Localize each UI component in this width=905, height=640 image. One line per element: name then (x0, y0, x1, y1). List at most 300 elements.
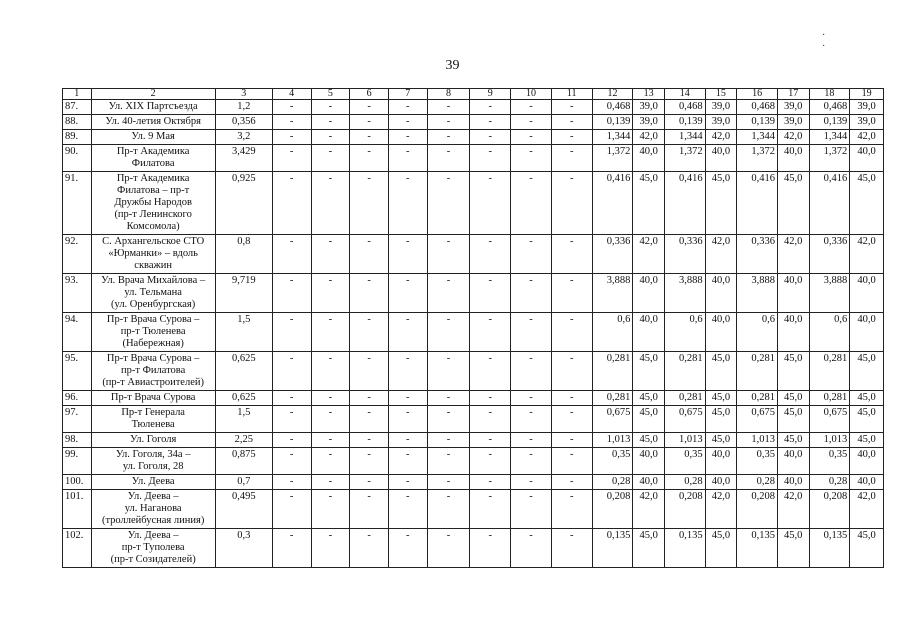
value-cell: 42,0 (633, 235, 665, 274)
value-cell: 40,0 (777, 448, 809, 475)
value-cell: 0,675 (592, 406, 633, 433)
value-cell: 40,0 (777, 145, 809, 172)
empty-cell: - (350, 406, 389, 433)
value-cell: 1,372 (592, 145, 633, 172)
value-cell: 40,0 (850, 475, 884, 490)
corner-marks: · · (822, 30, 854, 52)
row-number: 99. (63, 448, 92, 475)
table-row (63, 274, 884, 313)
street-name: Ул. Деева (91, 475, 215, 490)
value-cell: 42,0 (850, 130, 884, 145)
empty-cell: - (388, 145, 427, 172)
column-header-9: 9 (470, 89, 511, 100)
street-name: Ул. Гоголя, 34а – ул. Гоголя, 28 (91, 448, 215, 475)
empty-cell: - (511, 433, 552, 448)
value-cell: 45,0 (633, 433, 665, 448)
empty-cell: - (470, 100, 511, 115)
empty-cell: - (470, 352, 511, 391)
empty-cell: - (427, 391, 470, 406)
column-header-11: 11 (551, 89, 592, 100)
empty-cell: - (311, 115, 350, 130)
row-number: 90. (63, 145, 92, 172)
empty-cell: - (470, 448, 511, 475)
value-cell: 0,468 (737, 100, 778, 115)
value-cell: 40,0 (777, 313, 809, 352)
empty-cell: - (388, 529, 427, 568)
street-name: Пр-т Генерала Тюленева (91, 406, 215, 433)
empty-cell: - (272, 433, 311, 448)
value-cell: 1,372 (664, 145, 705, 172)
empty-cell: - (551, 406, 592, 433)
empty-cell: - (427, 406, 470, 433)
empty-cell: - (311, 352, 350, 391)
value-cell: 40,0 (777, 475, 809, 490)
empty-cell: - (350, 100, 389, 115)
value-cell: 39,0 (850, 100, 884, 115)
row-number: 100. (63, 475, 92, 490)
length-value: 2,25 (215, 433, 272, 448)
value-cell: 0,6 (664, 313, 705, 352)
empty-cell: - (311, 100, 350, 115)
empty-cell: - (311, 313, 350, 352)
value-cell: 42,0 (850, 490, 884, 529)
value-cell: 0,135 (592, 529, 633, 568)
empty-cell: - (272, 475, 311, 490)
empty-cell: - (511, 235, 552, 274)
row-number: 87. (63, 100, 92, 115)
empty-cell: - (350, 391, 389, 406)
value-cell: 0,6 (737, 313, 778, 352)
street-name: Пр-т Врача Сурова – пр-т Тюленева (Набережная) (91, 313, 215, 352)
column-header-8: 8 (427, 89, 470, 100)
empty-cell: - (311, 130, 350, 145)
empty-cell: - (350, 433, 389, 448)
value-cell: 0,281 (737, 352, 778, 391)
empty-cell: - (272, 529, 311, 568)
value-cell: 45,0 (633, 529, 665, 568)
length-value: 9,719 (215, 274, 272, 313)
header-row (63, 89, 884, 100)
empty-cell: - (551, 475, 592, 490)
empty-cell: - (551, 100, 592, 115)
empty-cell: - (388, 115, 427, 130)
value-cell: 0,35 (737, 448, 778, 475)
empty-cell: - (551, 313, 592, 352)
value-cell: 0,281 (664, 391, 705, 406)
empty-cell: - (350, 145, 389, 172)
empty-cell: - (511, 145, 552, 172)
value-cell: 0,416 (592, 172, 633, 235)
value-cell: 39,0 (705, 115, 737, 130)
empty-cell: - (511, 172, 552, 235)
empty-cell: - (272, 313, 311, 352)
empty-cell: - (470, 130, 511, 145)
empty-cell: - (470, 406, 511, 433)
empty-cell: - (272, 274, 311, 313)
value-cell: 45,0 (705, 391, 737, 406)
empty-cell: - (511, 313, 552, 352)
length-value: 1,5 (215, 313, 272, 352)
length-value: 1,2 (215, 100, 272, 115)
value-cell: 45,0 (633, 172, 665, 235)
street-name: Пр-т Врача Сурова (91, 391, 215, 406)
value-cell: 0,336 (737, 235, 778, 274)
length-value: 0,925 (215, 172, 272, 235)
empty-cell: - (272, 115, 311, 130)
value-cell: 42,0 (777, 130, 809, 145)
column-header-16: 16 (737, 89, 778, 100)
value-cell: 1,372 (737, 145, 778, 172)
empty-cell: - (272, 145, 311, 172)
value-cell: 40,0 (705, 475, 737, 490)
value-cell: 0,336 (809, 235, 850, 274)
empty-cell: - (388, 100, 427, 115)
empty-cell: - (427, 235, 470, 274)
empty-cell: - (470, 433, 511, 448)
value-cell: 0,416 (809, 172, 850, 235)
value-cell: 0,28 (592, 475, 633, 490)
empty-cell: - (272, 235, 311, 274)
empty-cell: - (551, 172, 592, 235)
empty-cell: - (470, 235, 511, 274)
length-value: 0,625 (215, 391, 272, 406)
value-cell: 0,416 (664, 172, 705, 235)
value-cell: 1,344 (809, 130, 850, 145)
value-cell: 40,0 (850, 145, 884, 172)
length-value: 0,875 (215, 448, 272, 475)
column-header-10: 10 (511, 89, 552, 100)
table-row (63, 145, 884, 172)
empty-cell: - (311, 529, 350, 568)
value-cell: 42,0 (633, 130, 665, 145)
value-cell: 0,336 (592, 235, 633, 274)
empty-cell: - (311, 433, 350, 448)
value-cell: 0,416 (737, 172, 778, 235)
empty-cell: - (272, 172, 311, 235)
column-header-14: 14 (664, 89, 705, 100)
street-name: Ул. Деева – ул. Наганова (троллейбусная линия) (91, 490, 215, 529)
empty-cell: - (311, 448, 350, 475)
empty-cell: - (388, 475, 427, 490)
value-cell: 1,372 (809, 145, 850, 172)
length-value: 0,356 (215, 115, 272, 130)
empty-cell: - (470, 529, 511, 568)
length-value: 1,5 (215, 406, 272, 433)
value-cell: 45,0 (705, 406, 737, 433)
empty-cell: - (551, 448, 592, 475)
empty-cell: - (470, 115, 511, 130)
empty-cell: - (511, 490, 552, 529)
table-row (63, 313, 884, 352)
empty-cell: - (511, 115, 552, 130)
value-cell: 45,0 (777, 433, 809, 448)
value-cell: 0,468 (592, 100, 633, 115)
empty-cell: - (427, 448, 470, 475)
empty-cell: - (272, 448, 311, 475)
empty-cell: - (427, 352, 470, 391)
value-cell: 40,0 (633, 313, 665, 352)
street-name: Ул. XIX Партсъезда (91, 100, 215, 115)
empty-cell: - (388, 172, 427, 235)
length-value: 0,625 (215, 352, 272, 391)
row-number: 94. (63, 313, 92, 352)
empty-cell: - (350, 529, 389, 568)
empty-cell: - (511, 448, 552, 475)
value-cell: 45,0 (705, 529, 737, 568)
row-number: 93. (63, 274, 92, 313)
empty-cell: - (388, 448, 427, 475)
table-row (63, 352, 884, 391)
empty-cell: - (551, 433, 592, 448)
length-value: 3,2 (215, 130, 272, 145)
row-number: 102. (63, 529, 92, 568)
value-cell: 0,208 (664, 490, 705, 529)
empty-cell: - (350, 475, 389, 490)
table-row (63, 475, 884, 490)
empty-cell: - (427, 172, 470, 235)
row-number: 96. (63, 391, 92, 406)
empty-cell: - (427, 100, 470, 115)
empty-cell: - (350, 490, 389, 529)
length-value: 3,429 (215, 145, 272, 172)
value-cell: 42,0 (777, 235, 809, 274)
value-cell: 0,675 (737, 406, 778, 433)
empty-cell: - (470, 172, 511, 235)
empty-cell: - (470, 475, 511, 490)
street-name: Ул. 40-летия Октября (91, 115, 215, 130)
column-header-17: 17 (777, 89, 809, 100)
value-cell: 45,0 (777, 172, 809, 235)
table-row (63, 406, 884, 433)
value-cell: 45,0 (633, 406, 665, 433)
value-cell: 3,888 (809, 274, 850, 313)
empty-cell: - (470, 145, 511, 172)
table-row (63, 391, 884, 406)
value-cell: 45,0 (705, 352, 737, 391)
street-name: Пр-т Академика Филатова – пр-т Дружбы Народов (пр-т Ленинского Комсомола) (91, 172, 215, 235)
street-name: Ул. Гоголя (91, 433, 215, 448)
value-cell: 40,0 (705, 274, 737, 313)
value-cell: 39,0 (850, 115, 884, 130)
column-header-18: 18 (809, 89, 850, 100)
value-cell: 40,0 (633, 274, 665, 313)
value-cell: 0,139 (664, 115, 705, 130)
empty-cell: - (551, 352, 592, 391)
value-cell: 40,0 (633, 475, 665, 490)
empty-cell: - (511, 274, 552, 313)
empty-cell: - (470, 490, 511, 529)
value-cell: 42,0 (705, 490, 737, 529)
empty-cell: - (272, 391, 311, 406)
value-cell: 1,344 (664, 130, 705, 145)
empty-cell: - (551, 391, 592, 406)
length-value: 0,3 (215, 529, 272, 568)
value-cell: 39,0 (633, 115, 665, 130)
empty-cell: - (311, 274, 350, 313)
value-cell: 0,675 (809, 406, 850, 433)
value-cell: 45,0 (850, 352, 884, 391)
empty-cell: - (511, 406, 552, 433)
table-row (63, 115, 884, 130)
empty-cell: - (272, 130, 311, 145)
empty-cell: - (388, 352, 427, 391)
empty-cell: - (350, 172, 389, 235)
length-value: 0,7 (215, 475, 272, 490)
row-number: 92. (63, 235, 92, 274)
empty-cell: - (427, 529, 470, 568)
value-cell: 45,0 (850, 433, 884, 448)
empty-cell: - (511, 352, 552, 391)
value-cell: 42,0 (633, 490, 665, 529)
value-cell: 40,0 (850, 274, 884, 313)
value-cell: 42,0 (705, 130, 737, 145)
value-cell: 0,208 (737, 490, 778, 529)
value-cell: 0,35 (809, 448, 850, 475)
value-cell: 40,0 (850, 313, 884, 352)
value-cell: 40,0 (633, 448, 665, 475)
empty-cell: - (470, 274, 511, 313)
empty-cell: - (272, 100, 311, 115)
column-header-4: 4 (272, 89, 311, 100)
empty-cell: - (272, 352, 311, 391)
value-cell: 0,35 (664, 448, 705, 475)
column-header-6: 6 (350, 89, 389, 100)
value-cell: 3,888 (592, 274, 633, 313)
empty-cell: - (350, 274, 389, 313)
value-cell: 39,0 (633, 100, 665, 115)
empty-cell: - (511, 529, 552, 568)
value-cell: 0,281 (809, 352, 850, 391)
value-cell: 0,6 (592, 313, 633, 352)
empty-cell: - (511, 475, 552, 490)
column-header-15: 15 (705, 89, 737, 100)
row-number: 98. (63, 433, 92, 448)
value-cell: 40,0 (850, 448, 884, 475)
column-header-19: 19 (850, 89, 884, 100)
column-header-2: 2 (91, 89, 215, 100)
value-cell: 1,013 (737, 433, 778, 448)
value-cell: 0,135 (737, 529, 778, 568)
empty-cell: - (551, 274, 592, 313)
value-cell: 45,0 (777, 352, 809, 391)
empty-cell: - (350, 130, 389, 145)
value-cell: 42,0 (850, 235, 884, 274)
street-name: Ул. 9 Мая (91, 130, 215, 145)
value-cell: 0,208 (592, 490, 633, 529)
empty-cell: - (551, 115, 592, 130)
value-cell: 0,336 (664, 235, 705, 274)
value-cell: 0,139 (737, 115, 778, 130)
value-cell: 1,013 (809, 433, 850, 448)
empty-cell: - (470, 391, 511, 406)
page-number: 39 (445, 58, 460, 73)
empty-cell: - (388, 433, 427, 448)
length-value: 0,8 (215, 235, 272, 274)
empty-cell: - (388, 406, 427, 433)
value-cell: 45,0 (850, 406, 884, 433)
length-value: 0,495 (215, 490, 272, 529)
empty-cell: - (427, 115, 470, 130)
row-number: 91. (63, 172, 92, 235)
value-cell: 0,281 (592, 391, 633, 406)
value-cell: 0,281 (664, 352, 705, 391)
table-row (63, 100, 884, 115)
table-row (63, 235, 884, 274)
row-number: 88. (63, 115, 92, 130)
empty-cell: - (388, 490, 427, 529)
empty-cell: - (388, 274, 427, 313)
value-cell: 45,0 (633, 352, 665, 391)
empty-cell: - (551, 145, 592, 172)
empty-cell: - (350, 352, 389, 391)
value-cell: 45,0 (850, 529, 884, 568)
value-cell: 39,0 (777, 100, 809, 115)
value-cell: 0,281 (809, 391, 850, 406)
empty-cell: - (388, 391, 427, 406)
empty-cell: - (427, 433, 470, 448)
empty-cell: - (427, 145, 470, 172)
street-name: Ул. Деева – пр-т Туполева (пр-т Созидателей) (91, 529, 215, 568)
empty-cell: - (350, 313, 389, 352)
street-name: Пр-т Врача Сурова – пр-т Филатова (пр-т Авиастроителей) (91, 352, 215, 391)
table-row (63, 172, 884, 235)
empty-cell: - (427, 490, 470, 529)
value-cell: 1,344 (592, 130, 633, 145)
value-cell: 40,0 (705, 448, 737, 475)
value-cell: 0,28 (809, 475, 850, 490)
value-cell: 0,135 (664, 529, 705, 568)
value-cell: 40,0 (633, 145, 665, 172)
value-cell: 1,344 (737, 130, 778, 145)
value-cell: 45,0 (705, 172, 737, 235)
value-cell: 0,675 (664, 406, 705, 433)
street-name: Ул. Врача Михайлова – ул. Тельмана (ул. Оренбургская) (91, 274, 215, 313)
value-cell: 0,6 (809, 313, 850, 352)
empty-cell: - (350, 115, 389, 130)
empty-cell: - (272, 406, 311, 433)
column-header-7: 7 (388, 89, 427, 100)
value-cell: 0,468 (809, 100, 850, 115)
empty-cell: - (350, 448, 389, 475)
column-header-12: 12 (592, 89, 633, 100)
data-table (62, 88, 884, 568)
value-cell: 0,468 (664, 100, 705, 115)
empty-cell: - (311, 172, 350, 235)
table-row (63, 433, 884, 448)
value-cell: 45,0 (633, 391, 665, 406)
value-cell: 1,013 (592, 433, 633, 448)
value-cell: 39,0 (705, 100, 737, 115)
table-row (63, 130, 884, 145)
column-header-3: 3 (215, 89, 272, 100)
empty-cell: - (470, 313, 511, 352)
empty-cell: - (388, 130, 427, 145)
value-cell: 40,0 (705, 313, 737, 352)
empty-cell: - (427, 313, 470, 352)
empty-cell: - (427, 475, 470, 490)
value-cell: 42,0 (705, 235, 737, 274)
row-number: 101. (63, 490, 92, 529)
value-cell: 0,281 (592, 352, 633, 391)
empty-cell: - (551, 529, 592, 568)
empty-cell: - (311, 145, 350, 172)
value-cell: 0,35 (592, 448, 633, 475)
value-cell: 0,135 (809, 529, 850, 568)
empty-cell: - (311, 391, 350, 406)
value-cell: 40,0 (705, 145, 737, 172)
value-cell: 40,0 (777, 274, 809, 313)
empty-cell: - (427, 130, 470, 145)
